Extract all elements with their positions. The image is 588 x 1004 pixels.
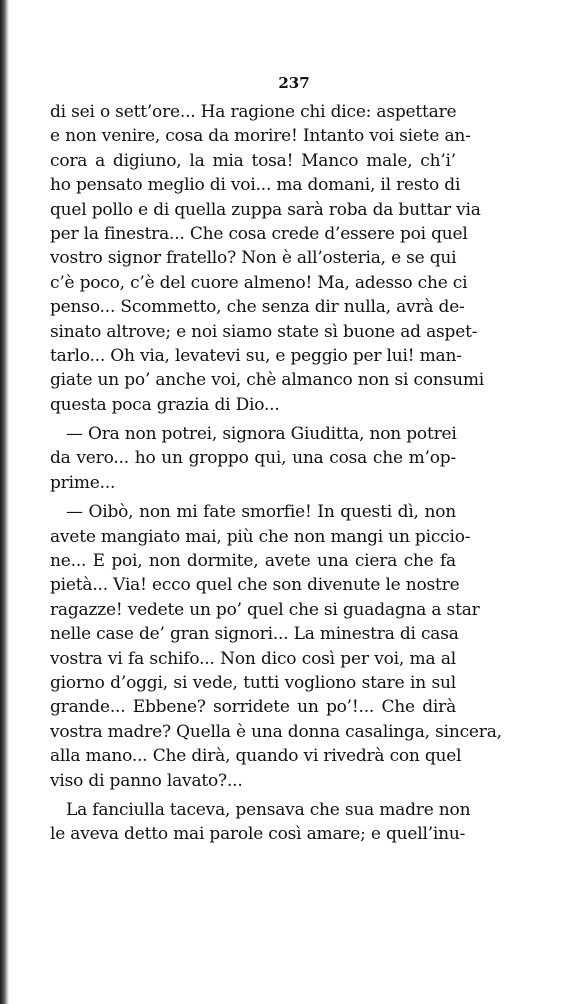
text-line: ho pensato meglio di voi... ma domani, il resto di xyxy=(50,175,461,196)
text-line: grande... Ebbene? sorridete un po’!... Che dirà xyxy=(50,697,456,718)
text-line: nelle case de’ gran signori... La minestra di casa xyxy=(50,624,459,645)
text-line: di sei o sett’ore... Ha ragione chi dice: aspettare xyxy=(50,102,457,122)
page-number: 237 xyxy=(278,74,310,92)
text-line: cora a digiuno, la mia tosa! Manco male, ch’i’ xyxy=(50,150,456,171)
text-line: — Ora non potrei, signora Giuditta, non potrei xyxy=(66,424,457,445)
text-line: sinato altrove; e noi siamo state sì buone ad aspet- xyxy=(50,321,478,342)
text-line: le aveva detto mai parole così amare; e quell’inu- xyxy=(50,824,466,845)
text-line: vostra madre? Quella è una donna casalinga, sincera, xyxy=(50,721,502,742)
text-line: c’è poco, c’è del cuore almeno! Ma, adesso che ci xyxy=(50,272,468,293)
text-line: prime... xyxy=(50,472,116,493)
text-line: — Oibò, non mi fate smorfie! In questi dì, non xyxy=(66,502,456,523)
text-line: tarlo... Oh via, levatevi su, e peggio per lui! man- xyxy=(50,345,462,366)
text-line: questa poca grazia di Dio... xyxy=(50,394,280,415)
text-line: La fanciulla taceva, pensava che sua madre non xyxy=(66,799,471,820)
text-line: e non venire, cosa da morire! Intanto voi siete an- xyxy=(50,126,471,147)
text-line: vostro signor fratello? Non è all’osteria, e se qui xyxy=(50,248,457,269)
page-binding-edge xyxy=(0,0,9,1004)
text-line: pietà... Via! ecco quel che son divenute le nostre xyxy=(50,575,460,596)
text-line: giorno d’oggi, si vede, tutti vogliono stare in sul xyxy=(50,672,456,693)
text-line: alla mano... Che dirà, quando vi rivedrà con quel xyxy=(50,746,462,767)
text-line: ne... E poi, non dormite, avete una ciera che fa xyxy=(50,551,456,572)
text-line: avete mangiato mai, più che non mangi un piccio- xyxy=(50,526,471,547)
text-line: quel pollo e di quella zuppa sarà roba da buttar via xyxy=(50,199,481,220)
text-line: ragazze! vedete un po’ quel che si guadagna a star xyxy=(50,599,480,620)
text-line: viso di panno lavato?... xyxy=(50,770,243,791)
text-line: penso... Scommetto, che senza dir nulla, avrà de- xyxy=(50,297,465,318)
text-line: da vero... ho un groppo qui, una cosa che m’op- xyxy=(50,448,456,469)
body-text xyxy=(50,100,502,847)
text-line: per la finestra... Che cosa crede d’essere poi quel xyxy=(50,223,468,244)
text-line: giate un po’ anche voi, chè almanco non si consumi xyxy=(50,370,484,391)
text-line: vostra vi fa schifo... Non dico così per voi, ma al xyxy=(50,648,456,669)
